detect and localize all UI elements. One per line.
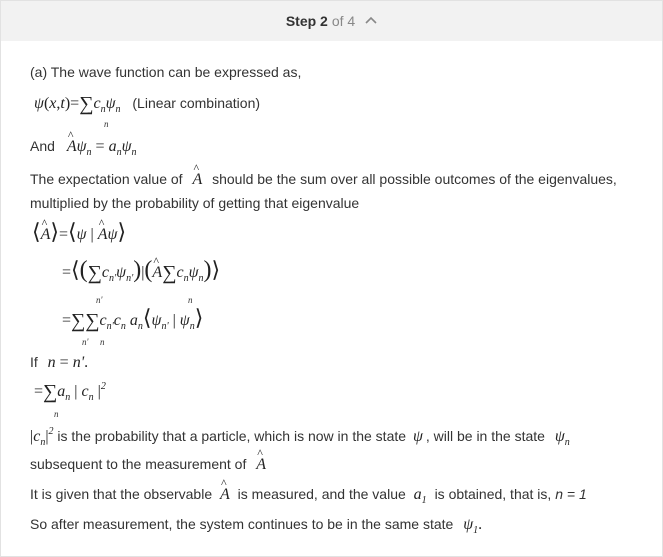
expectation-line-2: multiplied by the probability of getting that eigenvalue xyxy=(30,195,360,211)
given-text-c: is obtained, that is, xyxy=(434,486,552,502)
chevron-up-icon[interactable] xyxy=(365,15,377,27)
probability-line-1: $|c_n|^2$ is the probability that a particle, which is now in the state ψ , will be in the state $\psi_n$ xyxy=(30,426,570,448)
sum-limit: n xyxy=(104,119,109,129)
given-line: It is given that the observable ^ A is measured, and the value $a_1$ is obtained, that is, n = 1 xyxy=(30,484,587,507)
eq-double-sum: $=\sum\sum c_{n'}c_n$ $a_n⟨\psi_{n'}$ | $\psi_n⟩$ xyxy=(62,305,204,332)
eq-expectation: ⟨^ A⟩=⟨ψ | ^ Aψ⟩ xyxy=(32,222,126,245)
expect-text-b: should be the sum over all possible outcomes of the eigenvalues, xyxy=(212,171,617,187)
eq-result: $=\sum a_n$ | $c_n$ $|^2$ xyxy=(34,381,106,403)
eq-eigen: And ^ $A\psi_n = a_n\psi_n$ xyxy=(30,136,137,159)
step-header[interactable] xyxy=(1,1,662,41)
eq-wavefunction: $\psi(x,t)=\sum c_n\psi_n$ (Linear combination) xyxy=(34,93,261,115)
prob-text-c: subsequent to the measurement of xyxy=(30,456,247,472)
linear-combination-note: (Linear combination) xyxy=(132,95,261,111)
step-label: Step 2 xyxy=(285,13,328,29)
condition-line: If n = n'. xyxy=(30,354,89,371)
conclusion-text: So after measurement, the system continues to be in the same state xyxy=(30,516,454,532)
intro-text: (a) The wave function can be expressed as, xyxy=(30,64,302,80)
if-text: If xyxy=(30,354,38,370)
given-text-a: It is given that the observable xyxy=(30,486,213,502)
given-n-value: n = 1 xyxy=(555,486,587,502)
eq-expansion: $=⟨(\sum c_{n'}\psi_{n'})|(\^{}$ $A\sum c_n\psi_n)⟩$ xyxy=(62,260,220,285)
expect-text-a: The expectation value of xyxy=(30,171,183,187)
given-text-b: is measured, and the value xyxy=(237,486,406,502)
and-text: And xyxy=(30,138,55,154)
expectation-line-1: The expectation value of ^ A should be the sum over all possible outcomes of the eigenvalues, xyxy=(30,169,617,190)
conclusion-line: So after measurement, the system continues to be in the same state $\psi_1$. xyxy=(30,516,483,536)
prob-text-a: is the probability that a particle, which is now in the state xyxy=(57,428,407,444)
step-total: of 4 xyxy=(331,13,356,29)
probability-line-2: subsequent to the measurement of ^ A xyxy=(30,454,266,475)
prob-text-b: , will be in the state xyxy=(425,428,545,444)
